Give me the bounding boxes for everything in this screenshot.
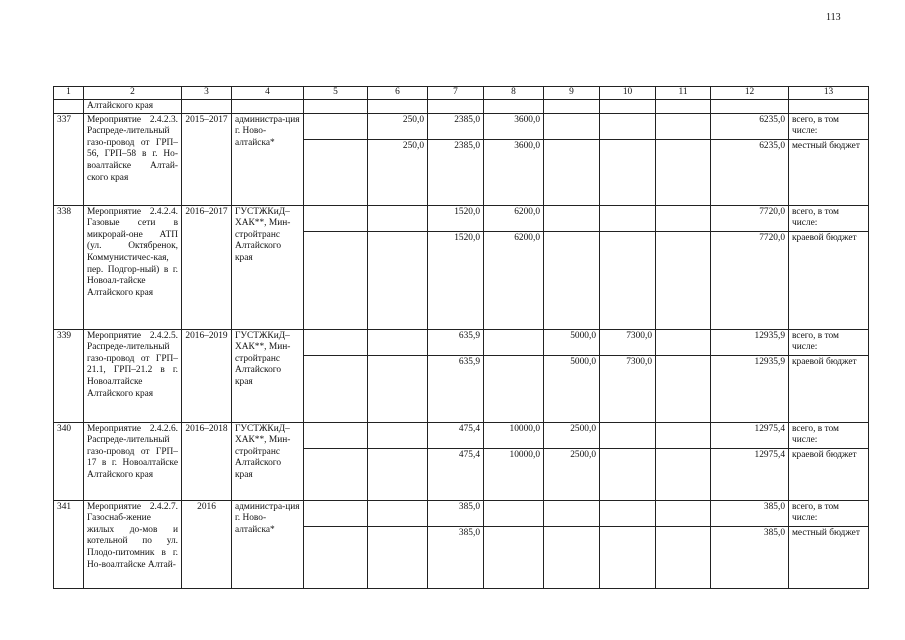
event-years: 2016	[182, 500, 232, 588]
event-name: Мероприятие 2.4.2.4. Газовые сети в микрорай-оне АТП (ул. Октябренок, Коммунистичес-кая, пер. Подгор-ный) в г. Новоал-тайске Алтайского края	[84, 205, 182, 329]
source-label: местный бюджет	[789, 139, 869, 205]
table-row	[54, 113, 869, 139]
event-years: 2016–2018	[182, 422, 232, 500]
event-executor: ГУСТЖКиД–ХАК**, Мин-стройтранс Алтайского края	[232, 422, 304, 500]
total-label: всего, в том числе:	[789, 205, 869, 231]
source-c5	[304, 448, 368, 500]
source-c12: 7720,0	[711, 231, 789, 329]
source-c11	[656, 526, 711, 588]
continuation-num	[54, 99, 84, 113]
total-c12: 12935,9	[711, 329, 789, 355]
total-c7: 475,4	[428, 422, 484, 448]
header-col-9: 9	[544, 87, 600, 100]
row-number: 339	[54, 329, 84, 422]
source-c10	[600, 231, 656, 329]
header-col-5: 5	[304, 87, 368, 100]
source-c8: 6200,0	[484, 231, 544, 329]
total-c6	[368, 500, 428, 526]
event-name: Мероприятие 2.4.2.5. Распреде-лительный газо-провод от ГРП–21.1, ГРП–21.2 в г. Новоалтайске Алтайского края	[84, 329, 182, 422]
total-c11	[656, 113, 711, 139]
source-c12: 12935,9	[711, 355, 789, 422]
total-c5	[304, 329, 368, 355]
total-c8: 6200,0	[484, 205, 544, 231]
total-c7: 1520,0	[428, 205, 484, 231]
event-years: 2016–2017	[182, 205, 232, 329]
row-number: 338	[54, 205, 84, 329]
source-c8	[484, 355, 544, 422]
source-c7: 2385,0	[428, 139, 484, 205]
source-c9: 5000,0	[544, 355, 600, 422]
total-c7: 385,0	[428, 500, 484, 526]
source-label: краевой бюджет	[789, 231, 869, 329]
total-c7: 635,9	[428, 329, 484, 355]
total-c8	[484, 500, 544, 526]
header-col-7: 7	[428, 87, 484, 100]
source-c10	[600, 526, 656, 588]
total-label: всего, в том числе:	[789, 500, 869, 526]
source-c9	[544, 139, 600, 205]
total-c8: 3600,0	[484, 113, 544, 139]
total-c9	[544, 500, 600, 526]
header-col-6: 6	[368, 87, 428, 100]
table-body	[54, 99, 869, 588]
source-c6	[368, 448, 428, 500]
total-c6	[368, 205, 428, 231]
event-name: Мероприятие 2.4.2.6. Распреде-лительный газо-провод от ГРП–17 в г. Новоалтайске Алтайского края	[84, 422, 182, 500]
source-c8: 3600,0	[484, 139, 544, 205]
total-c6	[368, 329, 428, 355]
total-c12: 12975,4	[711, 422, 789, 448]
table-row	[54, 205, 869, 231]
total-c10	[600, 205, 656, 231]
total-c8: 10000,0	[484, 422, 544, 448]
source-c6	[368, 231, 428, 329]
source-c11	[656, 231, 711, 329]
event-name: Мероприятие 2.4.2.3. Распреде-лительный газо-провод от ГРП–56, ГРП–58 в г. Но-воалтайске Алтай-ского края	[84, 113, 182, 205]
header-col-1: 1	[54, 87, 84, 100]
total-c10	[600, 113, 656, 139]
total-c10	[600, 422, 656, 448]
total-c11	[656, 500, 711, 526]
page-number: 113	[826, 12, 841, 23]
event-executor: администра-ция г. Ново-алтайска*	[232, 113, 304, 205]
total-c9	[544, 113, 600, 139]
total-c11	[656, 205, 711, 231]
total-c12: 6235,0	[711, 113, 789, 139]
source-c11	[656, 139, 711, 205]
total-c8	[484, 329, 544, 355]
header-col-11: 11	[656, 87, 711, 100]
source-c9	[544, 526, 600, 588]
source-c7: 385,0	[428, 526, 484, 588]
row-number: 337	[54, 113, 84, 205]
source-c6: 250,0	[368, 139, 428, 205]
source-label: краевой бюджет	[789, 448, 869, 500]
source-label: местный бюджет	[789, 526, 869, 588]
event-executor: администра-ция г. Ново-алтайска*	[232, 500, 304, 588]
table-header	[54, 87, 869, 100]
source-c8	[484, 526, 544, 588]
table-row	[54, 500, 869, 526]
total-c5	[304, 500, 368, 526]
total-c5	[304, 113, 368, 139]
source-c6	[368, 526, 428, 588]
continuation-row	[54, 99, 869, 113]
source-c12: 6235,0	[711, 139, 789, 205]
source-c6	[368, 355, 428, 422]
source-c5	[304, 355, 368, 422]
total-c9: 2500,0	[544, 422, 600, 448]
source-c11	[656, 355, 711, 422]
source-c11	[656, 448, 711, 500]
event-name: Мероприятие 2.4.2.7. Газоснаб-жение жилых до-мов и котельной по ул. Плодо-питомник в г. Но-воалтайске Алтай-	[84, 500, 182, 588]
total-label: всего, в том числе:	[789, 422, 869, 448]
total-c7: 2385,0	[428, 113, 484, 139]
event-executor: ГУСТЖКиД–ХАК**, Мин-стройтранс Алтайского края	[232, 329, 304, 422]
total-label: всего, в том числе:	[789, 329, 869, 355]
program-table	[53, 86, 869, 589]
source-c9	[544, 231, 600, 329]
total-c12: 385,0	[711, 500, 789, 526]
total-c10	[600, 500, 656, 526]
total-label: всего, в том числе:	[789, 113, 869, 139]
table-row	[54, 422, 869, 448]
source-c8: 10000,0	[484, 448, 544, 500]
source-c10	[600, 448, 656, 500]
header-col-8: 8	[484, 87, 544, 100]
row-number: 341	[54, 500, 84, 588]
header-col-13: 13	[789, 87, 869, 100]
total-c11	[656, 329, 711, 355]
total-c5	[304, 205, 368, 231]
total-c9	[544, 205, 600, 231]
source-c12: 385,0	[711, 526, 789, 588]
total-c6	[368, 422, 428, 448]
event-years: 2016–2019	[182, 329, 232, 422]
total-c11	[656, 422, 711, 448]
header-col-4: 4	[232, 87, 304, 100]
source-c5	[304, 231, 368, 329]
header-col-2: 2	[84, 87, 182, 100]
event-years: 2015–2017	[182, 113, 232, 205]
event-executor: ГУСТЖКиД–ХАК**, Мин-стройтранс Алтайского края	[232, 205, 304, 329]
source-c12: 12975,4	[711, 448, 789, 500]
source-c5	[304, 139, 368, 205]
header-col-10: 10	[600, 87, 656, 100]
source-c9: 2500,0	[544, 448, 600, 500]
source-c7: 635,9	[428, 355, 484, 422]
table-row	[54, 329, 869, 355]
source-c7: 475,4	[428, 448, 484, 500]
total-c12: 7720,0	[711, 205, 789, 231]
total-c6: 250,0	[368, 113, 428, 139]
source-c5	[304, 526, 368, 588]
source-c10: 7300,0	[600, 355, 656, 422]
total-c5	[304, 422, 368, 448]
source-label: краевой бюджет	[789, 355, 869, 422]
total-c10: 7300,0	[600, 329, 656, 355]
continuation-name: Алтайского края	[84, 99, 182, 113]
source-c7: 1520,0	[428, 231, 484, 329]
source-c10	[600, 139, 656, 205]
header-col-12: 12	[711, 87, 789, 100]
header-col-3: 3	[182, 87, 232, 100]
row-number: 340	[54, 422, 84, 500]
total-c9: 5000,0	[544, 329, 600, 355]
